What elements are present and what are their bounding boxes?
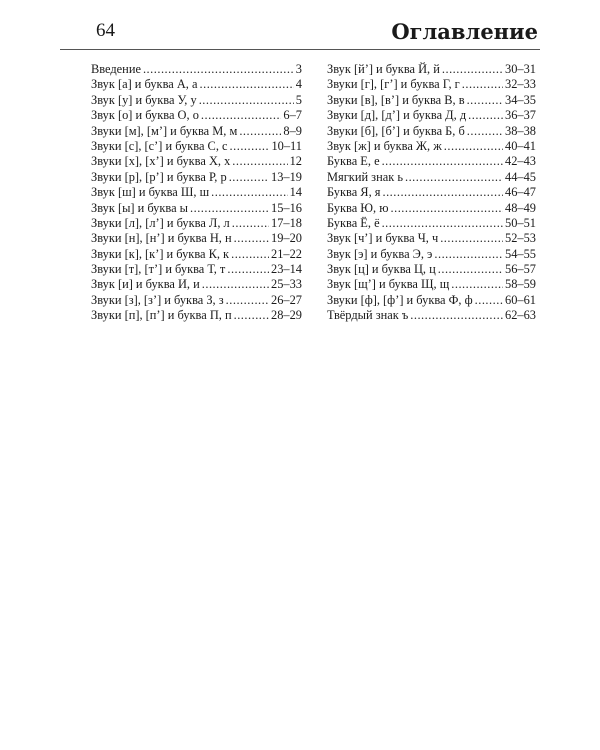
toc-entry-pages: 19–20 [271, 231, 302, 246]
toc-entry-title: Звуки [ф], [ф’] и буква Ф, ф [327, 292, 473, 307]
dot-leader [468, 108, 503, 123]
toc-entry-pages: 14 [289, 185, 302, 200]
toc-entry-pages: 40–41 [505, 138, 536, 153]
toc-entry-pages: 30–31 [505, 62, 536, 76]
toc-entry [327, 262, 536, 277]
toc-left-column [91, 62, 302, 324]
toc-entry-title: Звуки [р], [р’] и буква Р, р [91, 169, 227, 184]
dot-leader [467, 93, 503, 108]
toc-entry [91, 93, 302, 108]
toc-entry [91, 231, 302, 246]
toc-entry-pages: 36–37 [505, 108, 536, 123]
toc-entry-pages: 46–47 [505, 185, 536, 200]
dot-leader [201, 108, 282, 123]
dot-leader [232, 216, 269, 231]
dot-leader [202, 277, 269, 292]
toc-entry-title: Звук [й’] и буква Й, й [327, 62, 440, 76]
toc-entry-pages: 23–14 [271, 262, 302, 277]
dot-leader [382, 216, 503, 231]
toc-entry [327, 185, 536, 200]
toc-entry-pages: 12 [289, 154, 302, 169]
toc-entry-pages: 21–22 [271, 246, 302, 261]
toc-right-column [327, 62, 536, 324]
toc-entry-pages: 13–19 [271, 169, 302, 184]
dot-leader [467, 124, 503, 139]
toc-entry [327, 293, 536, 308]
toc-entry-title: Звук [э] и буква Э, э [327, 246, 433, 261]
toc-entry-pages: 58–59 [505, 277, 536, 292]
toc-entry [91, 277, 302, 292]
toc-entry [327, 154, 536, 169]
toc-entry-title: Звуки [к], [к’] и буква К, к [91, 246, 230, 261]
toc-entry [91, 247, 302, 262]
toc-entry-title: Звук [у] и буква У, у [91, 92, 197, 107]
dot-leader [211, 185, 287, 200]
toc-entry-pages: 5 [295, 92, 302, 107]
toc-entry [91, 293, 302, 308]
toc-entry [91, 185, 302, 200]
toc-entry-pages: 6–7 [283, 108, 302, 123]
dot-leader [405, 170, 503, 185]
toc-entry-title: Звук [а] и буква А, а [91, 77, 198, 92]
toc-entry-title: Звук [ж] и буква Ж, ж [327, 138, 442, 153]
toc-entry-title: Звуки [с], [с’] и буква С, с [91, 138, 228, 153]
toc-entry-title: Введение [91, 62, 141, 76]
page-number: 64 [96, 20, 115, 41]
toc-entry-pages: 42–43 [505, 154, 536, 169]
toc-entry-title: Звуки [б], [б’] и буква Б, б [327, 123, 465, 138]
dot-leader [440, 231, 503, 246]
dot-leader [462, 77, 503, 92]
toc-entry [91, 77, 302, 92]
toc-entry-title: Звук [ц] и буква Ц, ц [327, 262, 436, 277]
toc-entry-title: Звук [и] и буква И, и [91, 277, 200, 292]
dot-leader [234, 231, 269, 246]
toc-entry-title: Звуки [г], [г’] и буква Г, г [327, 77, 460, 92]
dot-leader [226, 293, 269, 308]
toc-entry-pages: 60–61 [505, 292, 536, 307]
toc-entry [91, 154, 302, 169]
toc-entry [91, 124, 302, 139]
page-title: Оглавление [391, 19, 538, 44]
toc-entry-title: Буква Е, е [327, 154, 380, 169]
toc-entry-title: Буква Ё, ё [327, 215, 380, 230]
toc-entry-title: Звуки [д], [д’] и буква Д, д [327, 108, 467, 123]
dot-leader [200, 77, 294, 92]
toc-entry [327, 277, 536, 292]
toc-entry [91, 108, 302, 123]
dot-leader [234, 308, 269, 323]
toc-entry [327, 62, 536, 77]
dot-leader [230, 139, 270, 154]
dot-leader [229, 170, 269, 185]
toc-entry-title: Звуки [м], [м’] и буква М, м [91, 123, 238, 138]
toc-entry-title: Твёрдый знак ъ [327, 308, 409, 323]
toc-entry-pages: 44–45 [505, 169, 536, 184]
toc-entry-title: Звуки [з], [з’] и буква З, з [91, 292, 224, 307]
toc-entry-pages: 25–33 [271, 277, 302, 292]
dot-leader [382, 185, 503, 200]
dot-leader [391, 201, 504, 216]
toc-entry-pages: 17–18 [271, 215, 302, 230]
toc-entry [91, 139, 302, 154]
dot-leader [434, 247, 503, 262]
dot-leader [442, 62, 503, 77]
toc-entry-pages: 62–63 [505, 308, 536, 323]
toc-entry-title: Звуки [х], [х’] и буква Х, х [91, 154, 231, 169]
toc-entry [91, 170, 302, 185]
toc-entry [327, 308, 536, 323]
toc-entry [327, 93, 536, 108]
toc-entry-pages: 26–27 [271, 292, 302, 307]
toc-entry-title: Звуки [л], [л’] и буква Л, л [91, 215, 230, 230]
toc-entry-title: Звуки [т], [т’] и буква Т, т [91, 262, 226, 277]
dot-leader [190, 201, 269, 216]
toc-entry [91, 308, 302, 323]
toc-entry-title: Звук [ы] и буква ы [91, 200, 189, 215]
toc-entry-title: Звук [щ’] и буква Щ, щ [327, 277, 450, 292]
toc-entry-pages: 52–53 [505, 231, 536, 246]
toc-entry-pages: 56–57 [505, 262, 536, 277]
dot-leader [227, 262, 269, 277]
toc-entry-pages: 54–55 [505, 246, 536, 261]
toc-entry-pages: 38–38 [505, 123, 536, 138]
dot-leader [451, 277, 503, 292]
toc-entry [327, 247, 536, 262]
dot-leader [232, 154, 287, 169]
toc-entry-pages: 32–33 [505, 77, 536, 92]
dot-leader [239, 124, 281, 139]
dot-leader [231, 247, 269, 262]
toc-entry-pages: 48–49 [505, 200, 536, 215]
dot-leader [199, 93, 294, 108]
toc-entry-title: Звук [ч’] и буква Ч, ч [327, 231, 439, 246]
dot-leader [444, 139, 503, 154]
toc-entry-pages: 28–29 [271, 308, 302, 323]
toc-entry-pages: 10–11 [271, 138, 302, 153]
toc-entry-title: Звуки [в], [в’] и буква В, в [327, 92, 465, 107]
toc-entry [327, 216, 536, 231]
toc-entry [91, 201, 302, 216]
toc-entry-pages: 34–35 [505, 92, 536, 107]
toc-entry [327, 170, 536, 185]
toc-entry [327, 231, 536, 246]
dot-leader [438, 262, 503, 277]
toc-entry-title: Буква Я, я [327, 185, 381, 200]
dot-leader [475, 293, 503, 308]
toc-entry [91, 62, 302, 77]
dot-leader [143, 62, 294, 77]
toc-entry [91, 216, 302, 231]
toc-entry-pages: 3 [295, 62, 302, 76]
dot-leader [382, 154, 503, 169]
toc-entry-pages: 15–16 [271, 200, 302, 215]
header-divider [60, 49, 540, 50]
toc-entry [327, 201, 536, 216]
dot-leader [410, 308, 503, 323]
toc-entry [327, 139, 536, 154]
toc-entry-title: Звук [ш] и буква Ш, ш [91, 185, 210, 200]
toc-entry [327, 77, 536, 92]
toc-entry-title: Звуки [н], [н’] и буква Н, н [91, 231, 232, 246]
toc-entry-title: Звуки [п], [п’] и буква П, п [91, 308, 232, 323]
toc-entry [327, 108, 536, 123]
toc-entry-title: Буква Ю, ю [327, 200, 389, 215]
toc-entry-title: Звук [о] и буква О, о [91, 108, 199, 123]
toc-entry-pages: 4 [295, 77, 302, 92]
toc-entry-pages: 50–51 [505, 215, 536, 230]
toc-entry-title: Мягкий знак ь [327, 169, 403, 184]
toc-entry [91, 262, 302, 277]
toc-entry-pages: 8–9 [283, 123, 302, 138]
toc-entry [327, 124, 536, 139]
